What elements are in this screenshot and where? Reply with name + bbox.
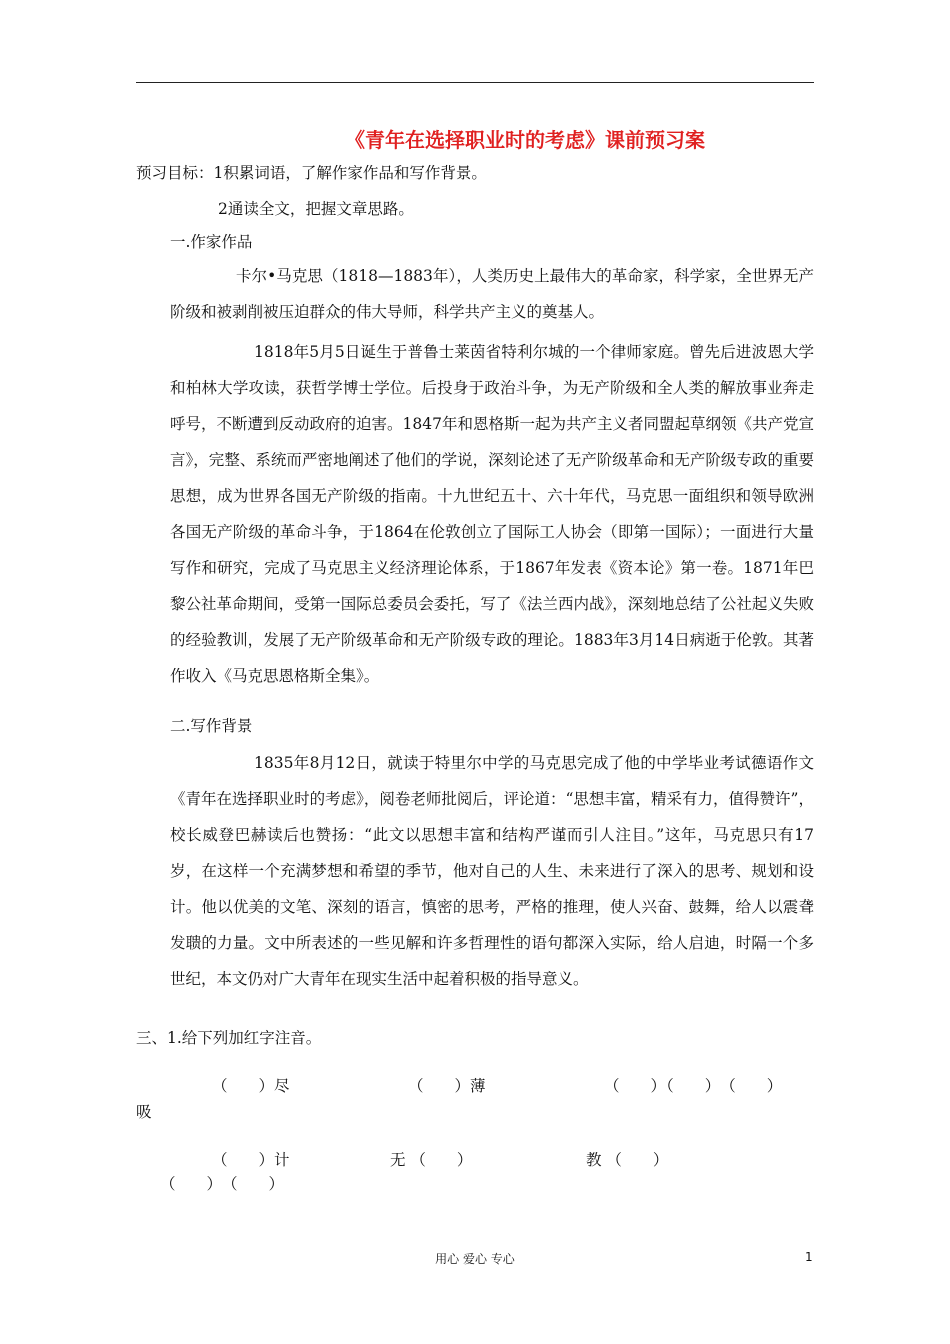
pinyin-row1-tail: 吸 xyxy=(136,1103,152,1121)
author-intro-paragraph xyxy=(170,258,814,330)
page-number: 1 xyxy=(805,1250,813,1264)
pinyin-blank[interactable]: 无 （ ） xyxy=(390,1151,473,1169)
background-paragraph xyxy=(170,745,814,997)
pinyin-blank[interactable]: （ ）计 xyxy=(212,1151,290,1169)
document-title: 《青年在选择职业时的考虑》课前预习案 xyxy=(345,128,705,152)
pinyin-row2-tail[interactable]: （ ） （ ） xyxy=(160,1175,285,1193)
section-heading-author: 一.作家作品 xyxy=(170,233,253,251)
section-heading-exercise: 三、1.给下列加红字注音。 xyxy=(136,1029,322,1047)
section-heading-background: 二.写作背景 xyxy=(170,717,253,735)
goals-line-1: 预习目标：1积累词语，了解作家作品和写作背景。 xyxy=(136,164,487,182)
pinyin-blank[interactable]: （ ）（ ） （ ） xyxy=(604,1077,783,1095)
pinyin-blank[interactable]: （ ）薄 xyxy=(408,1077,486,1095)
pinyin-blank[interactable]: 教 （ ） xyxy=(586,1151,669,1169)
goals-line-2: 2通读全文，把握文章思路。 xyxy=(218,200,414,218)
background-text: 1835年8月12日，就读于特里尔中学的马克思完成了他的中学毕业考试德语作文《青年在选择职业时的考虑》，阅卷老师批阅后，评论道：“思想丰富，精采有力，值得赞许”，校长威登巴赫读后也赞扬：“此文以思想丰富和结构严谨而引人注目。”这年，马克思只有17岁，在这样一个充满梦想和希望的季节，他对自己的人生、未来进行了深入的思考、规划和设计。他以优美的文笔、深刻的语言，慎密的思考，严格的推理，使人兴奋、鼓舞，给人以震聋发聩的力量。文中所表述的一些见解和许多哲理性的语句都深入实际，给人启迪，时隔一个多世纪，本文仍对广大青年在现实生活中起着积极的指导意义。 xyxy=(170,754,814,988)
pinyin-blank[interactable]: （ ）尽 xyxy=(212,1077,290,1095)
header-rule xyxy=(136,82,814,83)
footer-motto: 用心 爱心 专心 xyxy=(435,1252,515,1266)
author-bio-text: 1818年5月5日诞生于普鲁士莱茵省特利尔城的一个律师家庭。曾先后进波恩大学和柏林大学攻读，获哲学博士学位。后投身于政治斗争，为无产阶级和全人类的解放事业奔走呼号，不断遭到反动政府的迫害。1847年和恩格斯一起为共产主义者同盟起草纲领《共产党宣言》，完整、系统而严密地阐述了他们的学说，深刻论述了无产阶级革命和无产阶级专政的重要思想，成为世界各国无产阶级的指南。十九世纪五十、六十年代，马克思一面组织和领导欧洲各国无产阶级的革命斗争，于1864在伦敦创立了国际工人协会（即第一国际）；一面进行大量写作和研究，完成了马克思主义经济理论体系，于1867年发表《资本论》第一卷。1871年巴黎公社革命期间，受第一国际总委员会委托，写了《法兰西内战》，深刻地总结了公社起义失败的经验教训，发展了无产阶级革命和无产阶级专政的理论。1883年3月14日病逝于伦敦。其著作收入《马克思恩格斯全集》。 xyxy=(170,343,814,685)
author-bio-paragraph xyxy=(170,334,814,694)
author-intro-text: 卡尔•马克思（1818—1883年），人类历史上最伟大的革命家，科学家，全世界无产阶级和被剥削被压迫群众的伟大导师，科学共产主义的奠基人。 xyxy=(170,267,814,321)
